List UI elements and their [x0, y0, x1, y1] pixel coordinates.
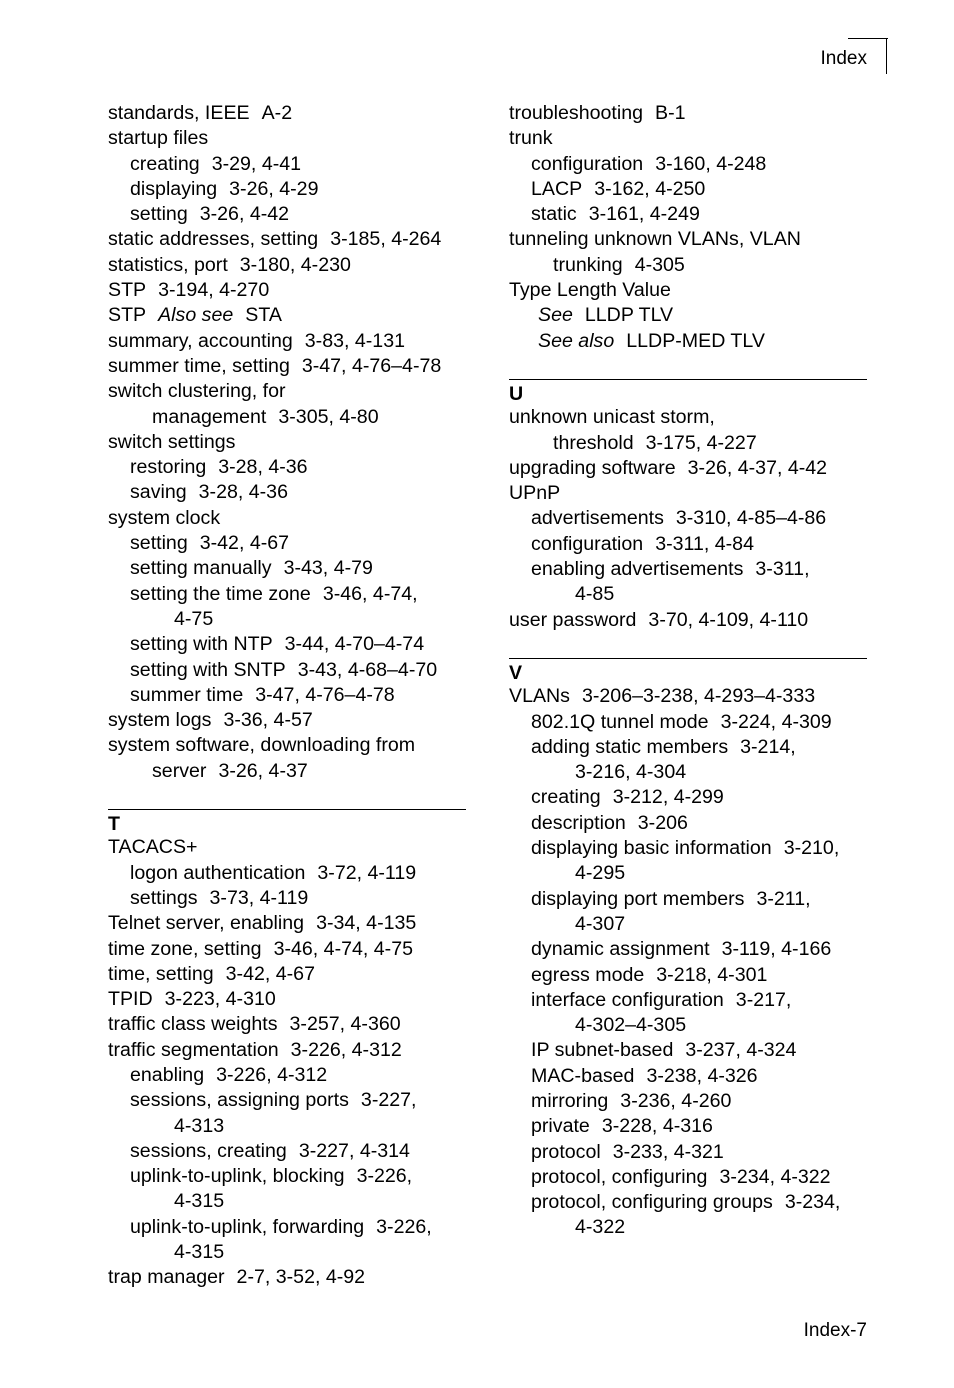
- entry-term: 3-216, 4-304: [575, 761, 687, 784]
- entry-page-references: 3-47, 4-76–4-78: [255, 683, 395, 706]
- entry-page-references: 3-46, 4-74, 4-75: [273, 937, 414, 960]
- index-entry: [509, 937, 869, 962]
- entry-page-references: 3-34, 4-135: [316, 912, 417, 935]
- entry-term: protocol, configuring: [531, 1165, 708, 1188]
- entry-page-references: 3-28, 4-36: [218, 456, 308, 479]
- index-entry: [108, 1038, 468, 1063]
- index-entry: [509, 481, 869, 506]
- index-entry: [509, 608, 869, 633]
- entry-page-references: 3-223, 4-310: [164, 988, 276, 1011]
- entry-page-references: 3-234,: [784, 1191, 841, 1214]
- entry-page-references: 4-305: [634, 253, 685, 276]
- entry-page-references: 3-233, 4-321: [612, 1140, 724, 1163]
- entry-term: egress mode: [531, 963, 645, 986]
- section-letter: T: [108, 813, 120, 836]
- index-entry: [509, 557, 869, 582]
- entry-term: setting: [130, 203, 188, 226]
- cross-reference-label: Also see: [158, 304, 234, 327]
- entry-term: static addresses, setting: [108, 228, 319, 251]
- index-entry: [108, 531, 468, 556]
- index-entry: [108, 430, 468, 455]
- entry-page-references: 3-310, 4-85–4-86: [675, 507, 827, 530]
- index-entry: [108, 1164, 468, 1189]
- entry-term: user password: [509, 608, 637, 631]
- index-entry: [509, 329, 869, 354]
- index-entry: [108, 683, 468, 708]
- entry-term: system software, downloading from: [108, 734, 416, 757]
- entry-page-references: 3-42, 4-67: [225, 962, 315, 985]
- entry-term: 4-75: [174, 607, 214, 630]
- entry-page-references: 3-226,: [356, 1165, 413, 1188]
- entry-term: configuration: [531, 532, 644, 555]
- index-entry: [108, 911, 468, 936]
- index-entry: [509, 177, 869, 202]
- entry-page-references: 3-42, 4-67: [199, 532, 290, 555]
- index-entry: [509, 735, 869, 760]
- index-entry: [108, 152, 468, 177]
- index-column-right: [509, 101, 869, 1241]
- index-entry: [108, 101, 468, 126]
- index-entry: [509, 836, 869, 861]
- entry-page-references: 3-228, 4-316: [601, 1115, 713, 1138]
- entry-term: protocol, configuring groups: [531, 1191, 773, 1214]
- entry-term: traffic segmentation: [108, 1038, 279, 1061]
- entry-page-references: 3-47, 4-76–4-78: [301, 354, 442, 377]
- entry-term: unknown unicast storm,: [509, 406, 715, 429]
- index-entry: [108, 202, 468, 227]
- entry-term: upgrading software: [509, 456, 676, 479]
- entry-term: 4-302–4-305: [575, 1014, 687, 1037]
- index-entry: [509, 912, 869, 937]
- entry-page-references: 3-44, 4-70–4-74: [284, 633, 425, 656]
- entry-term: troubleshooting: [509, 102, 643, 124]
- entry-term: uplink-to-uplink, forwarding: [130, 1215, 365, 1238]
- entry-term: time zone, setting: [108, 937, 262, 960]
- header-rule: [848, 38, 888, 39]
- index-entry: [108, 1012, 468, 1037]
- entry-term: displaying basic information: [531, 837, 772, 860]
- entry-page-references: 3-180, 4-230: [239, 253, 351, 276]
- entry-page-references: 3-26, 4-37, 4-42: [687, 456, 828, 479]
- index-entry: [509, 1165, 869, 1190]
- index-entry: [509, 1064, 869, 1089]
- entry-term: protocol: [531, 1140, 601, 1163]
- entry-page-references: 3-237, 4-324: [685, 1039, 797, 1062]
- entry-page-references: 3-238, 4-326: [646, 1064, 758, 1087]
- entry-term: mirroring: [531, 1089, 609, 1112]
- index-entry: [108, 405, 468, 430]
- index-entry: [108, 733, 468, 758]
- index-entry: [509, 684, 869, 709]
- index-entry: [108, 658, 468, 683]
- entry-page-references: 3-214,: [740, 735, 796, 758]
- entry-term: enabling: [130, 1063, 205, 1086]
- entry-term: summer time: [130, 683, 244, 706]
- index-entry: [108, 253, 468, 278]
- entry-page-references: 3-161, 4-249: [588, 203, 700, 226]
- entry-term: saving: [130, 481, 187, 504]
- entry-term: IP subnet-based: [531, 1039, 674, 1062]
- index-entry: [108, 379, 468, 404]
- entry-term: sessions, creating: [130, 1139, 287, 1162]
- section-gap: [509, 633, 869, 658]
- running-header: Index: [820, 48, 867, 69]
- entry-term: configuration: [531, 152, 644, 175]
- index-entry: [108, 1114, 468, 1139]
- index-entry: [509, 963, 869, 988]
- index-entry: [108, 1189, 468, 1214]
- index-entry: [509, 887, 869, 912]
- entry-term: creating: [531, 786, 601, 809]
- entry-term: VLANs: [509, 685, 570, 708]
- entry-term: trunking: [553, 253, 623, 276]
- entry-term: summary, accounting: [108, 329, 293, 352]
- entry-page-references: 3-28, 4-36: [198, 481, 288, 504]
- entry-page-references: 3-212, 4-299: [612, 786, 724, 809]
- cross-reference-target: STA: [245, 304, 282, 327]
- entry-page-references: 3-227, 4-314: [298, 1139, 410, 1162]
- index-entry: [509, 431, 869, 456]
- section-divider: [509, 658, 867, 659]
- entry-page-references: 3-224, 4-309: [720, 710, 832, 733]
- index-column-left: [108, 101, 468, 1291]
- index-entry: [509, 861, 869, 886]
- index-entry: [509, 1140, 869, 1165]
- index-entry: [108, 354, 468, 379]
- entry-term: time, setting: [108, 962, 214, 985]
- entry-term: advertisements: [531, 507, 664, 530]
- entry-term: 4-307: [575, 912, 626, 935]
- entry-term: system clock: [108, 506, 221, 529]
- index-entry: [108, 480, 468, 505]
- entry-term: tunneling unknown VLANs, VLAN: [509, 228, 801, 251]
- index-entry: [108, 886, 468, 911]
- entry-term: TPID: [108, 988, 153, 1011]
- entry-page-references: 3-305, 4-80: [278, 405, 379, 428]
- index-entry: [509, 1038, 869, 1063]
- index-entry: [108, 1265, 468, 1290]
- index-entry: [108, 1063, 468, 1088]
- entry-page-references: 3-226, 4-312: [290, 1038, 402, 1061]
- index-entry: [108, 759, 468, 784]
- index-entry: [509, 1190, 869, 1215]
- index-entry: [108, 329, 468, 354]
- entry-page-references: 3-236, 4-260: [620, 1089, 732, 1112]
- index-entry: [509, 1215, 869, 1240]
- entry-term: settings: [130, 886, 198, 909]
- entry-term: 4-295: [575, 862, 626, 885]
- entry-page-references: 3-227,: [360, 1089, 417, 1112]
- entry-term: LACP: [531, 177, 583, 200]
- entry-page-references: 3-226, 4-312: [216, 1063, 328, 1086]
- index-entry: [509, 785, 869, 810]
- entry-term: 4-85: [575, 583, 615, 606]
- index-entry: [108, 1215, 468, 1240]
- entry-page-references: 3-29, 4-41: [211, 152, 302, 175]
- entry-term: displaying port members: [531, 887, 745, 910]
- entry-term: restoring: [130, 456, 207, 479]
- entry-page-references: 3-210,: [783, 837, 840, 860]
- entry-term: dynamic assignment: [531, 938, 710, 961]
- index-entry: [108, 455, 468, 480]
- section-letter: U: [509, 383, 524, 406]
- section-letter: V: [509, 662, 523, 685]
- entry-page-references: 3-206–3-238, 4-293–4-333: [581, 685, 816, 708]
- index-entry: [108, 1088, 468, 1113]
- index-entry: [108, 708, 468, 733]
- entry-term: sessions, assigning ports: [130, 1089, 349, 1112]
- entry-term: static: [531, 203, 577, 226]
- index-entry: [509, 811, 869, 836]
- cross-reference-target: LLDP TLV: [584, 304, 674, 327]
- index-entry: [509, 710, 869, 735]
- entry-term: enabling advertisements: [531, 558, 744, 581]
- entry-page-references: 3-72, 4-119: [317, 861, 417, 884]
- entry-term: setting the time zone: [130, 582, 311, 605]
- index-entry: [509, 1089, 869, 1114]
- entry-page-references: 3-26, 4-42: [199, 203, 290, 226]
- entry-term: uplink-to-uplink, blocking: [130, 1165, 345, 1188]
- index-entry: [509, 202, 869, 227]
- section-divider: [509, 379, 867, 380]
- section-divider: [108, 809, 466, 810]
- entry-page-references: 3-162, 4-250: [594, 177, 706, 200]
- entry-page-references: 3-26, 4-37: [218, 759, 308, 782]
- entry-page-references: 3-26, 4-29: [229, 177, 319, 200]
- entry-term: creating: [130, 152, 200, 175]
- entry-term: logon authentication: [130, 861, 306, 884]
- entry-page-references: 3-211,: [756, 887, 811, 910]
- entry-term: summer time, setting: [108, 354, 290, 377]
- entry-term: management: [152, 405, 267, 428]
- index-entry: [108, 227, 468, 252]
- entry-page-references: 3-311,: [755, 558, 810, 581]
- entry-page-references: 3-257, 4-360: [289, 1013, 401, 1036]
- entry-term: displaying: [130, 177, 218, 200]
- cross-reference-label: See: [538, 304, 573, 327]
- index-entry: [509, 582, 869, 607]
- index-entry: [108, 126, 468, 151]
- entry-term: traffic class weights: [108, 1013, 278, 1036]
- index-entry: [509, 278, 869, 303]
- entry-page-references: 3-217,: [735, 988, 792, 1011]
- entry-page-references: 3-46, 4-74,: [322, 582, 418, 605]
- entry-page-references: B-1: [655, 102, 686, 124]
- entry-term: switch settings: [108, 430, 236, 453]
- index-entry: [108, 937, 468, 962]
- section-gap: [509, 354, 869, 379]
- cross-reference-label: See also: [538, 329, 615, 352]
- entry-page-references: 3-160, 4-248: [655, 152, 767, 175]
- entry-term: 4-322: [575, 1216, 626, 1239]
- entry-page-references: 3-194, 4-270: [158, 279, 270, 302]
- entry-term: 4-313: [174, 1114, 225, 1137]
- entry-page-references: 3-73, 4-119: [209, 886, 309, 909]
- entry-term: setting manually: [130, 557, 272, 580]
- entry-page-references: 3-83, 4-131: [304, 329, 405, 352]
- index-entry: [108, 861, 468, 886]
- entry-term: setting with NTP: [130, 633, 273, 656]
- entry-term: UPnP: [509, 482, 561, 505]
- index-entry: [509, 456, 869, 481]
- index-entry: [509, 1013, 869, 1038]
- entry-term: STP: [108, 279, 147, 302]
- index-entry: [509, 152, 869, 177]
- entry-term: 802.1Q tunnel mode: [531, 710, 709, 733]
- entry-term: description: [531, 811, 626, 834]
- entry-term: standards, IEEE: [108, 102, 250, 124]
- entry-page-references: 3-43, 4-68–4-70: [297, 658, 438, 681]
- index-entry: [509, 227, 869, 252]
- index-entry: [108, 303, 468, 328]
- entry-term: trap manager: [108, 1266, 225, 1289]
- entry-term: threshold: [553, 431, 634, 454]
- section-gap: [108, 784, 468, 809]
- index-entry: [108, 556, 468, 581]
- page-number: Index-7: [803, 1320, 867, 1341]
- header-rule-vertical: [886, 38, 887, 74]
- index-entry: [108, 962, 468, 987]
- entry-term: server: [152, 759, 207, 782]
- entry-term: STP: [108, 304, 147, 327]
- index-entry: [509, 1114, 869, 1139]
- entry-term: TACACS+: [108, 836, 198, 859]
- entry-term: Type Length Value: [509, 279, 671, 302]
- index-entry: [108, 632, 468, 657]
- index-entry: [509, 303, 869, 328]
- entry-page-references: 3-175, 4-227: [645, 431, 757, 454]
- index-entry: [509, 506, 869, 531]
- index-entry: [108, 177, 468, 202]
- entry-term: 4-315: [174, 1241, 225, 1264]
- index-entry: [108, 607, 468, 632]
- entry-page-references: 2-7, 3-52, 4-92: [236, 1266, 366, 1289]
- entry-term: switch clustering, for: [108, 380, 286, 403]
- index-entry: [108, 1240, 468, 1265]
- entry-term: interface configuration: [531, 988, 724, 1011]
- entry-page-references: 3-43, 4-79: [283, 557, 373, 580]
- index-entry: [108, 835, 468, 860]
- entry-term: MAC-based: [531, 1064, 635, 1087]
- entry-page-references: 3-234, 4-322: [719, 1165, 831, 1188]
- index-entry: [509, 405, 869, 430]
- entry-term: adding static members: [531, 735, 729, 758]
- entry-page-references: 3-185, 4-264: [330, 228, 442, 251]
- entry-page-references: 3-119, 4-166: [721, 938, 832, 961]
- entry-page-references: 3-36, 4-57: [223, 709, 313, 732]
- index-entry: [509, 126, 869, 151]
- index-entry: [509, 760, 869, 785]
- index-entry: [108, 278, 468, 303]
- entry-page-references: 3-218, 4-301: [656, 963, 768, 986]
- index-entry: [509, 988, 869, 1013]
- entry-page-references: 3-206: [637, 811, 688, 834]
- cross-reference-target: LLDP-MED TLV: [626, 329, 765, 352]
- entry-page-references: 3-226,: [376, 1215, 432, 1238]
- index-entry: [509, 532, 869, 557]
- index-entry: [108, 506, 468, 531]
- entry-term: statistics, port: [108, 253, 228, 276]
- entry-term: trunk: [509, 127, 553, 150]
- index-entry: [509, 101, 869, 126]
- index-entry: [108, 582, 468, 607]
- entry-page-references: 3-70, 4-109, 4-110: [648, 608, 809, 631]
- entry-term: setting with SNTP: [130, 658, 286, 681]
- entry-term: 4-315: [174, 1190, 225, 1213]
- index-entry: [108, 987, 468, 1012]
- entry-term: setting: [130, 532, 188, 555]
- index-entry: [509, 253, 869, 278]
- entry-term: startup files: [108, 127, 209, 150]
- entry-term: Telnet server, enabling: [108, 912, 305, 935]
- entry-term: private: [531, 1115, 590, 1138]
- entry-page-references: 3-311, 4-84: [655, 532, 754, 555]
- entry-term: system logs: [108, 709, 212, 732]
- entry-page-references: A-2: [261, 102, 293, 124]
- index-entry: [108, 1139, 468, 1164]
